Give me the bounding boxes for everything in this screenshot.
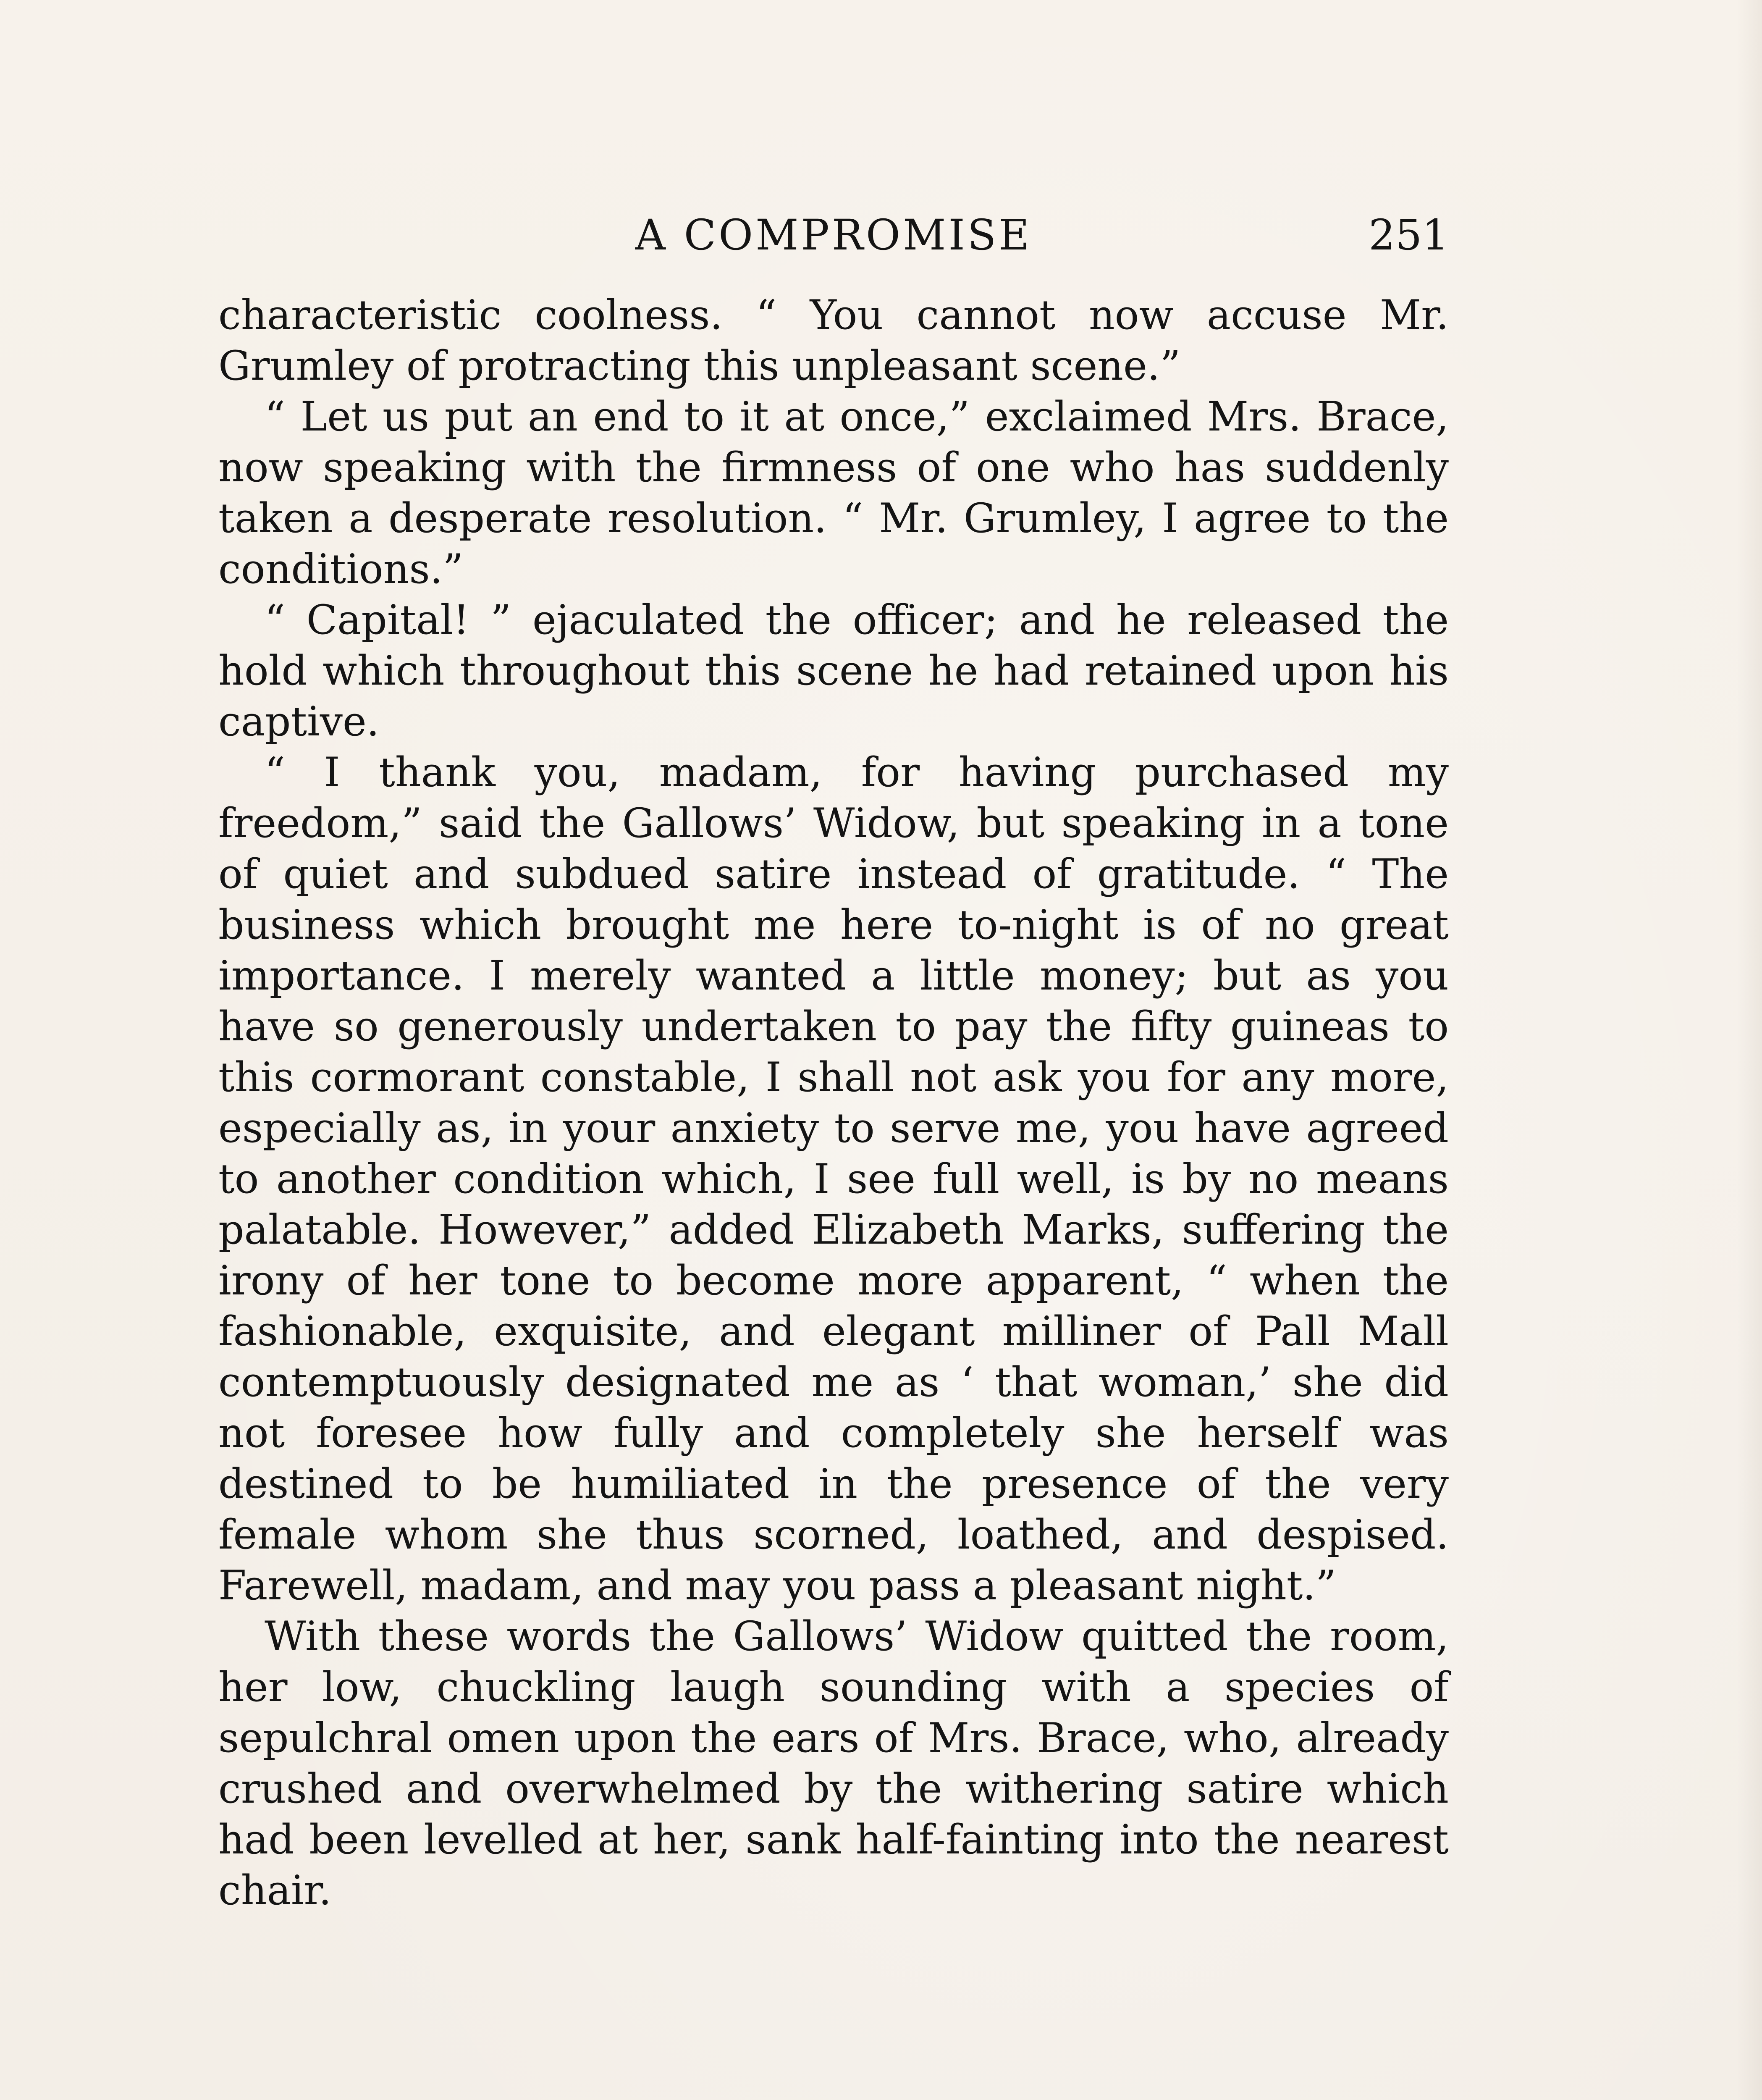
paragraph: “ Capital! ” ejaculated the officer; and he released the hold which throughout this scene he had retained upon his captive. xyxy=(218,596,1449,745)
page-edge-shadow xyxy=(1737,0,1762,2100)
page-header xyxy=(218,207,1449,265)
body-text xyxy=(218,290,1449,1916)
page-number: 251 xyxy=(1369,210,1449,260)
paragraph: characteristic coolness. “ You cannot now accuse Mr. Grumley of protracting this unpleasant scene.” xyxy=(218,291,1449,389)
paragraph: “ Let us put an end to it at once,” exclaimed Mrs. Brace, now speaking with the firmness of one who has suddenly taken a desperate resolution. “ Mr. Grumley, I agree to the conditions.” xyxy=(218,393,1449,593)
running-head: A COMPROMISE xyxy=(635,210,1032,260)
paragraph: With these words the Gallows’ Widow quitted the room, her low, chuckling laugh sounding with a species of sepulchral omen upon the ears of Mrs. Brace, who, already crushed and overwhelmed by the withering satire which had been levelled at her, sank half-fainting into the nearest chair. xyxy=(218,1613,1449,1914)
paragraph: “ I thank you, madam, for having purchased my freedom,” said the Gallows’ Widow, but speaking in a tone of quiet and subdued satire instead of gratitude. “ The business which brought me here to-night is of no great importance. I merely wanted a little money; but as you have so generously undertaken to pay the fifty guineas to this cormorant constable, I shall not ask you for any more, especially as, in your anxiety to serve me, you have agreed to another condition which, I see full well, is by no means palatable. However,” added Elizabeth Marks, suffering the irony of her tone to become more apparent, “ when the fashionable, exquisite, and elegant milliner of Pall Mall contemptuously designated me as ‘ that woman,’ she did not foresee how fully and completely she herself was destined to be humiliated in the presence of the very female whom she thus scorned, loathed, and despised. Farewell, madam, and may you pass a pleasant night.” xyxy=(218,749,1449,1609)
